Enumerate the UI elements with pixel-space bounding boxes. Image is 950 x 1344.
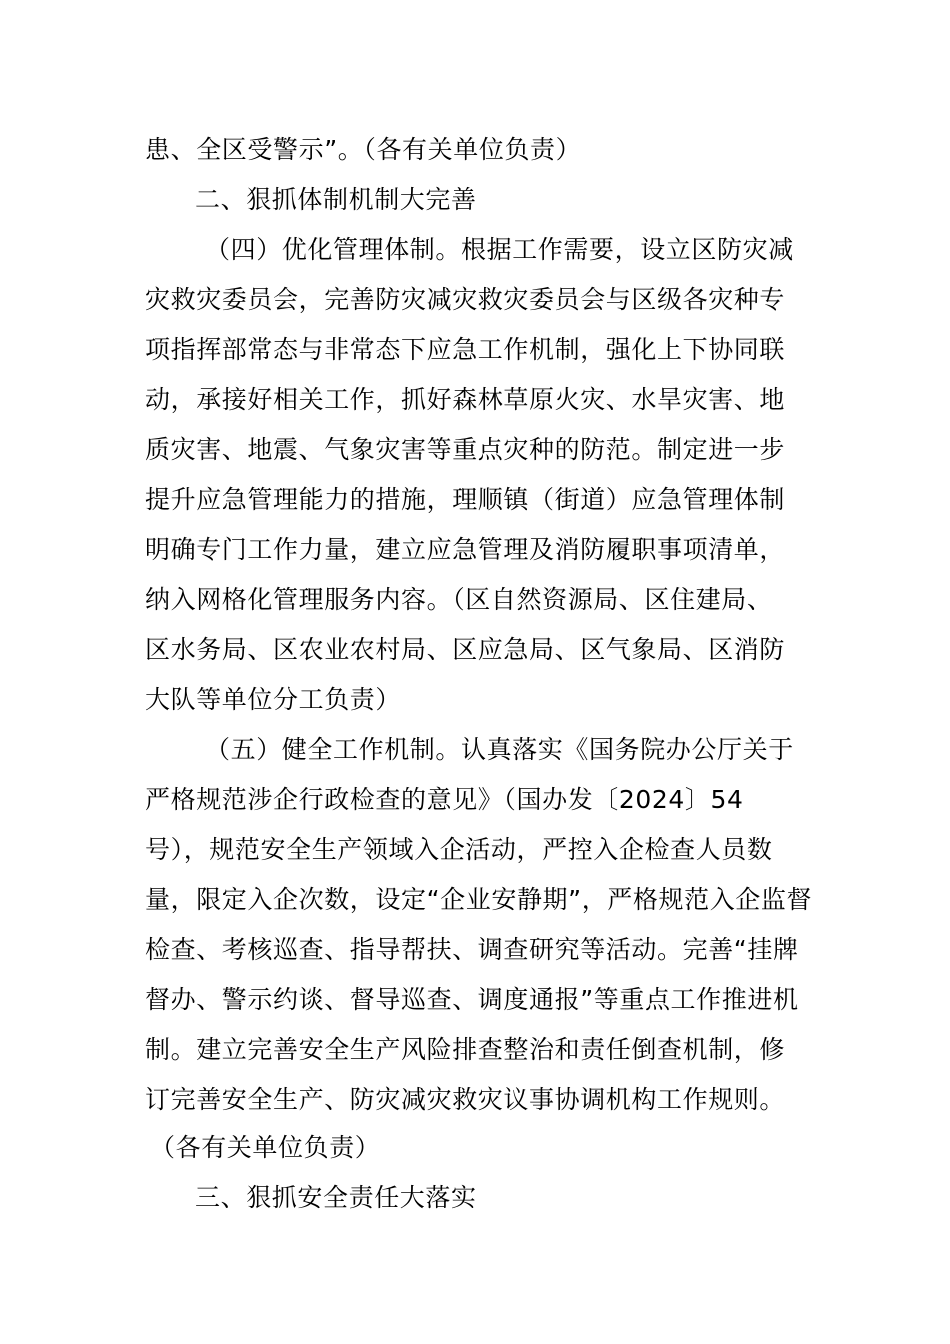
- text-line-1: 患、全区受警示”。（各有关单位负责）: [145, 135, 582, 164]
- text-line-10: 纳入网格化管理服务内容。（区自然资源局、区住建局、: [145, 585, 773, 614]
- text-line-17: 检查、考核巡查、指导帮扶、调查研究等活动。完善“挂牌: [145, 935, 799, 964]
- section-heading-2: 二、狠抓体制机制大完善: [195, 185, 477, 214]
- text-line-11: 区水务局、区农业农村局、区应急局、区气象局、区消防: [145, 635, 786, 664]
- text-line-12: 大队等单位分工负责）: [145, 685, 402, 714]
- text-line-4: 灾救灾委员会，完善防灾减灾救灾委员会与区级各灾种专: [145, 285, 786, 314]
- text-line-16: 量，限定入企次数，设定“企业安静期”，严格规范入企监督: [145, 885, 813, 914]
- text-line-18: 督办、警示约谈、督导巡查、调度通报”等重点工作推进机: [145, 985, 799, 1014]
- text-line-6: 动，承接好相关工作，抓好森林草原火灾、水旱灾害、地: [145, 385, 786, 414]
- text-line-19: 制。建立完善安全生产风险排查整治和责任倒查机制，修: [145, 1035, 786, 1064]
- text-line-3: （四）优化管理体制。根据工作需要，设立区防灾减: [205, 235, 794, 264]
- text-line-15: 号），规范安全生产领域入企活动，严控入企检查人员数: [145, 835, 773, 864]
- text-line-8: 提升应急管理能力的措施，理顺镇（街道）应急管理体制: [145, 485, 786, 514]
- text-line-5: 项指挥部常态与非常态下应急工作机制，强化上下协同联: [145, 335, 786, 364]
- text-line-7: 质灾害、地震、气象灾害等重点灾种的防范。制定进一步: [145, 435, 786, 464]
- text-line-13: （五）健全工作机制。认真落实《国务院办公厅关于: [205, 735, 794, 764]
- text-line-9: 明确专门工作力量，建立应急管理及消防履职事项清单，: [145, 535, 786, 564]
- text-line-14: 严格规范涉企行政检查的意见》（国办发〔2024〕54: [145, 785, 744, 814]
- text-line-21: （各有关单位负责）: [150, 1133, 381, 1162]
- section-heading-3: 三、狠抓安全责任大落实: [195, 1183, 477, 1212]
- text-line-20: 订完善安全生产、防灾减灾救灾议事协调机构工作规则。: [145, 1085, 786, 1114]
